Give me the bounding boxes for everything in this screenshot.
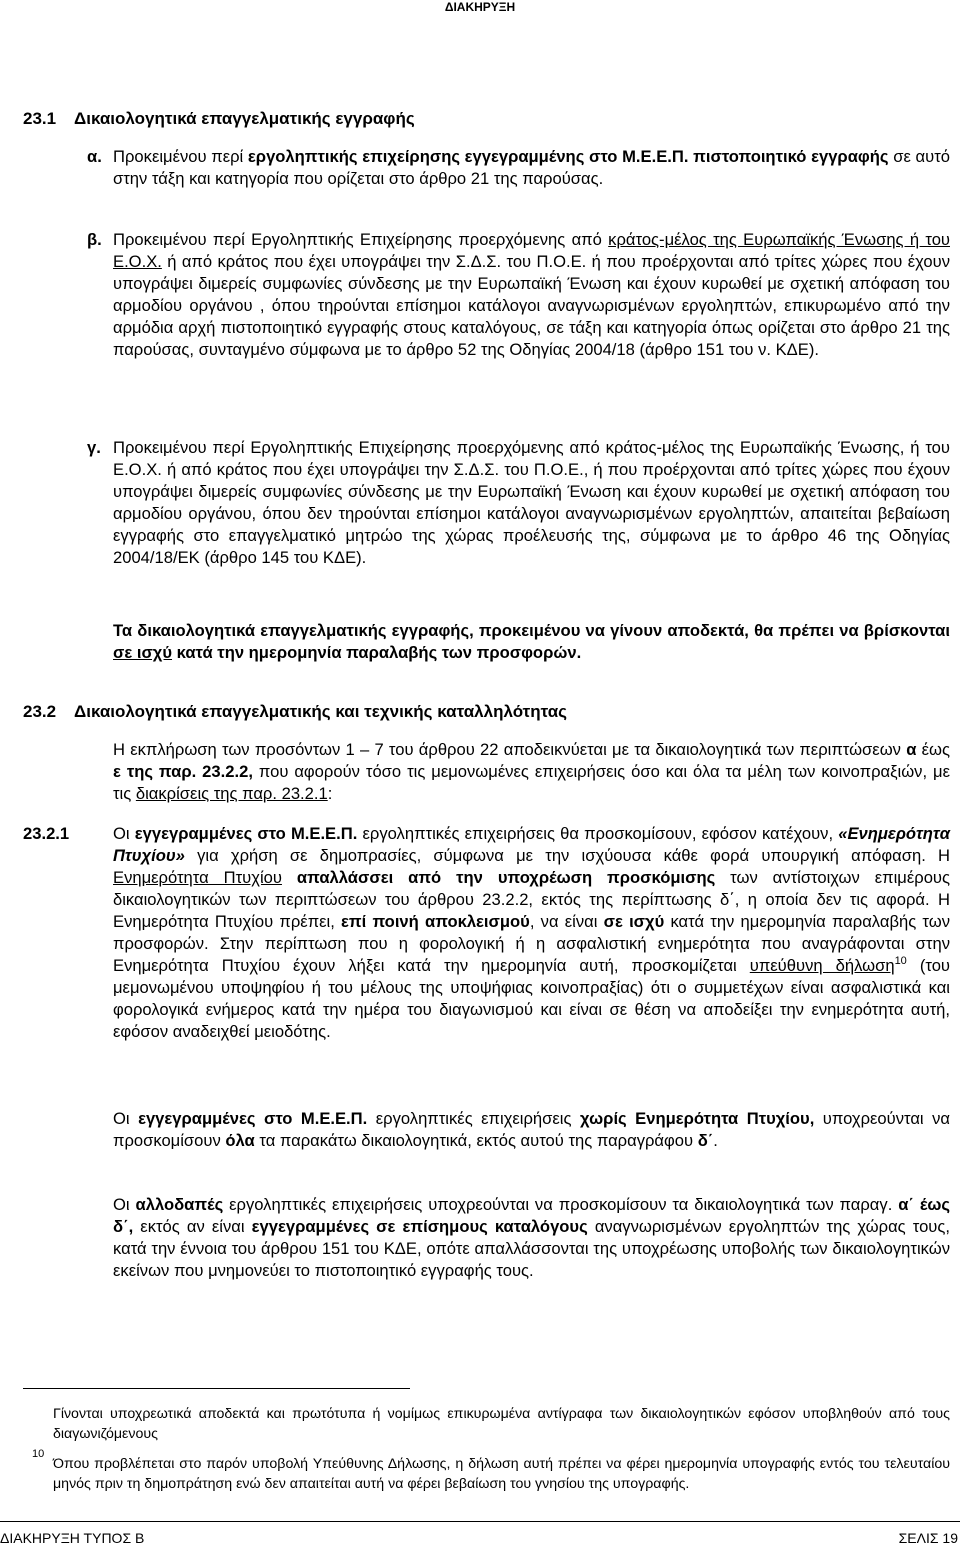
item-b-text: Προκειμένου περί Εργοληπτικής Επιχείρησης προερχόμενης από κράτος-μέλος της Ευρωπαϊκής Ένωσης ή του Ε.Ο.Χ. ή από κράτος που έχει υπογράψει την Σ.Δ.Σ. του Π.Ο.Ε. ή που προέρχονται από τρίτες χώρες που έχουν υπογράψει διμερείς συμφωνίες σύνδεσης με την Ευρωπαϊκή Ένωση και έχουν κυρωθεί με σχετική απόφαση του αρμοδίου οργάνου , όπου τηρούνται επίσημοι κατάλογοι αναγνωρισμένων εργοληπτών, επικυρωμένο από την αρμόδια αρχή πιστοποιητικό εγγραφής στους καταλόγους, σε τάξη και κατηγορία όπως ορίζεται στο άρθρο 21 της παρούσας, συνταγμένο σύμφωνα με το άρθρο 52 της Οδηγίας 2004/18 (άρθρο 151 του ν. ΚΔΕ). [113,230,950,359]
item-marker-c: γ. [87,438,101,457]
section-number: 23.2 [23,702,57,721]
subsection-paragraph-1: Οι εγγεγραμμένες στο Μ.Ε.Ε.Π. εργοληπτικές επιχειρήσεις θα προσκομίσουν, εφόσον κατέχουν, «Ενημερότητα Πτυχίου» για χρήση σε δημοπρασίες, σύμφωνα με την ισχύουσα κάθε φορά υπουργική απόφαση. Η Ενημερότητα Πτυχίου απαλλάσσει από την υποχρέωση προσκόμισης των αντίστοιχων επιμέρους δικαιολογητικών των περιπτώσεων του άρθρου 23.2.2, εκτός της περίπτωσης δ΄, η οποία δεν τις αφορά. Η Ενημερότητα Πτυχίου πρέπει, επί ποινή αποκλεισμού, να είναι σε ισχύ κατά την ημερομηνία παραλαβής των προσφορών. Στην περίπτωση που η φορολογική ή η ασφαλιστική ενημερότητα που αναγράφονται στην Ενημερότητα Πτυχίου έχουν λήξει κατά την ημερομηνία αυτή, προσκομίζεται υπεύθυνη δήλωση$^{10}$ (του μεμονωμένου υποψηφίου ή του μέλους της υποψήφιας κοινοπραξίας) ότι ο συμμετέχων είναι ασφαλιστικά και φορολογικά ενήμερος κατά την ημέρα του διαγωνισμού και είναι σε θέση να αποδείξει την ενημερότητα αυτή, εφόσον αναδειχθεί μειοδότης. [113,824,950,1041]
footnote-text: Όπου προβλέπεται στο παρόν υποβολή Υπεύθυνης Δήλωσης, η δήλωση αυτή πρέπει να φέρει ημερομηνία υπογραφής εντός του τελευταίου μηνός πριν τη δημοπράτηση ενώ δεν απαιτείται αυτή να φέρει βεβαίωση του γνησίου της υπογραφής. [53,1456,950,1492]
subsection-paragraph-2: Οι εγγεγραμμένες στο Μ.Ε.Ε.Π. εργοληπτικές επιχειρήσεις χωρίς Ενημερότητα Πτυχίου, υποχρεούνται να προσκομίσουν όλα τα παρακάτω δικαιολογητικά, εκτός αυτού της παραγράφου δ΄. [113,1109,950,1150]
section-intro: Η εκπλήρωση των προσόντων 1 – 7 του άρθρου 22 αποδεικνύεται με τα δικαιολογητικά των περιπτώσεων α έως ε της παρ. 23.2.2, που αφορούν τόσο τις μεμονωμένες επιχειρήσεις όσο και όλα τα μέλη των κοινοπραξιών, με τις διακρίσεις της παρ. 23.2.1: [113,740,950,803]
item-marker-b: β. [87,230,102,249]
footer-separator [0,1521,960,1522]
footnote-marker: 10 [894,955,907,967]
subsection-paragraph-3: Οι αλλοδαπές εργοληπτικές επιχειρήσεις υποχρεούνται να προσκομίσουν τα δικαιολογητικά των παραγ. α΄ έως δ΄, εκτός αν είναι εγγεγραμμένες σε επίσημους καταλόγους αναγνωρισμένων εργοληπτών της χώρας τους, κατά την έννοια του άρθρου 151 του ΚΔΕ, οπότε απαλλάσσονται της υποχρέωσης υποβολής των δικαιολογητικών εκείνων που μνημονεύει το πιστοποιητικό εγγραφής τους. [113,1195,950,1280]
section-title: Δικαιολογητικά επαγγελματικής και τεχνικής καταλληλότητας [74,702,567,721]
footer-page-number: ΣΕΛΙΣ 19 [898,1530,958,1546]
footnote-ref-link: υπεύθυνη δήλωση [749,956,895,975]
item-c-text: Προκειμένου περί Εργοληπτικής Επιχείρησης προερχόμενης από κράτος-μέλος της Ευρωπαϊκής Ένωσης, ή του Ε.Ο.Χ. ή από κράτος που έχει υπογράψει την Σ.Δ.Σ. του Π.Ο.Ε., ή που προέρχονται από τρίτες χώρες που έχουν υπογράψει διμερείς συμφωνίες σύνδεσης με την Ευρωπαϊκή Ένωση και έχουν κυρωθεί με σχετική απόφαση του αρμοδίου οργάνου, όπου δεν τηρούνται επίσημοι κατάλογοι αναγνωρισμένων εργοληπτών, απαιτείται βεβαίωση εγγραφής στο επαγγελματικό μητρώο της χώρας προέλευσής της, σύμφωνα με το άρθρο 46 της Οδηγίας 2004/18/ΕΚ (άρθρο 145 του ΚΔΕ). [113,438,950,567]
item-a-text: Προκειμένου περί εργοληπτικής επιχείρησης εγγεγραμμένης στο Μ.Ε.Ε.Π. πιστοποιητικό εγγραφής σε αυτό στην τάξη και κατηγορία που ορίζεται στο άρθρο 21 της παρούσας. [113,147,950,188]
footer-left: ΔΙΑΚΗΡΥΞΗ ΤΥΠΟΣ Β [0,1530,145,1546]
footnote-intro: Γίνονται υποχρεωτικά αποδεκτά και πρωτότυπα ή νομίμως επικυρωμένα αντίγραφα των δικαιολογητικών εφόσον υποβληθούν από τους διαγωνιζόμενους [53,1406,950,1442]
subsection-number: 23.2.1 [23,824,70,843]
footnote-number: 10 [32,1448,45,1460]
section-title: Δικαιολογητικά επαγγελματικής εγγραφής [74,109,415,128]
item-marker-a: α. [87,147,102,166]
validity-note: Τα δικαιολογητικά επαγγελματικής εγγραφής, προκειμένου να γίνουν αποδεκτά, θα πρέπει να βρίσκονται σε ισχύ κατά την ημερομηνία παραλαβής των προσφορών. [113,621,950,662]
page-header: ΔΙΑΚΗΡΥΞΗ [444,0,516,14]
footnote-separator [23,1388,410,1389]
section-number: 23.1 [23,109,57,128]
